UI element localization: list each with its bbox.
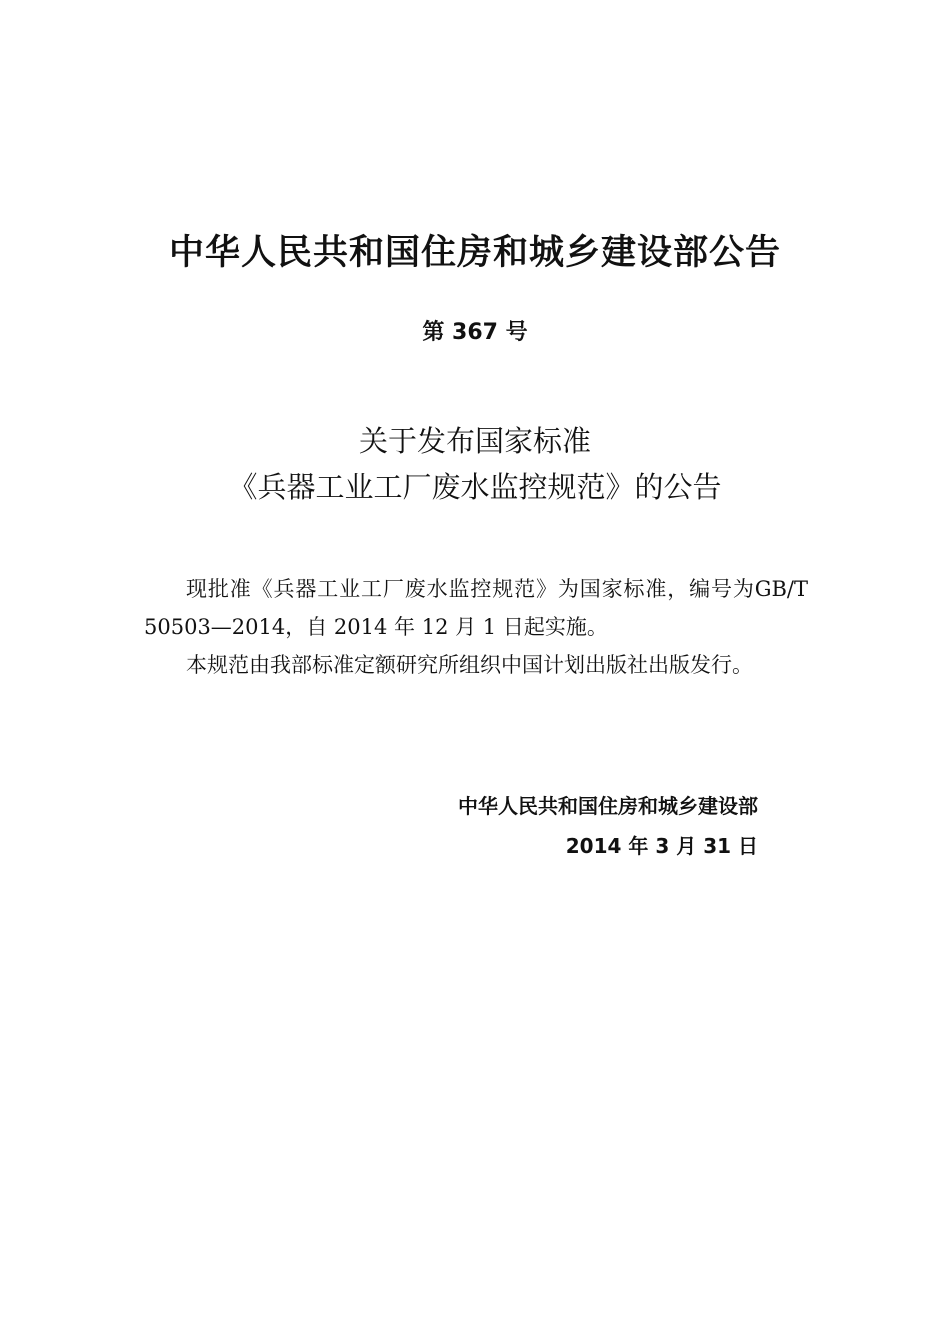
signature-block [458, 786, 758, 866]
issuing-authority: 中华人民共和国住房和城乡建设部 [458, 794, 758, 818]
announcement-number: 第 367 号 [422, 320, 528, 345]
subject-line-2: 《兵器工业工厂废水监控规范》的公告 [228, 470, 722, 504]
issue-date: 2014 年 3 月 31 日 [565, 834, 758, 858]
subject-line-1: 关于发布国家标准 [358, 424, 591, 458]
announcement-subject [0, 418, 950, 510]
body-paragraph-2: 本规范由我部标准定额研究所组织中国计划出版社出版发行。 [186, 653, 753, 677]
announcement-body [144, 570, 808, 684]
announcement-title: 中华人民共和国住房和城乡建设部公告 [168, 233, 781, 273]
body-paragraph-1: 现批准《兵器工业工厂废水监控规范》为国家标准，编号为GB/T 50503—2014，自 2014 年 12 月 1 日起实施。 [144, 577, 808, 639]
